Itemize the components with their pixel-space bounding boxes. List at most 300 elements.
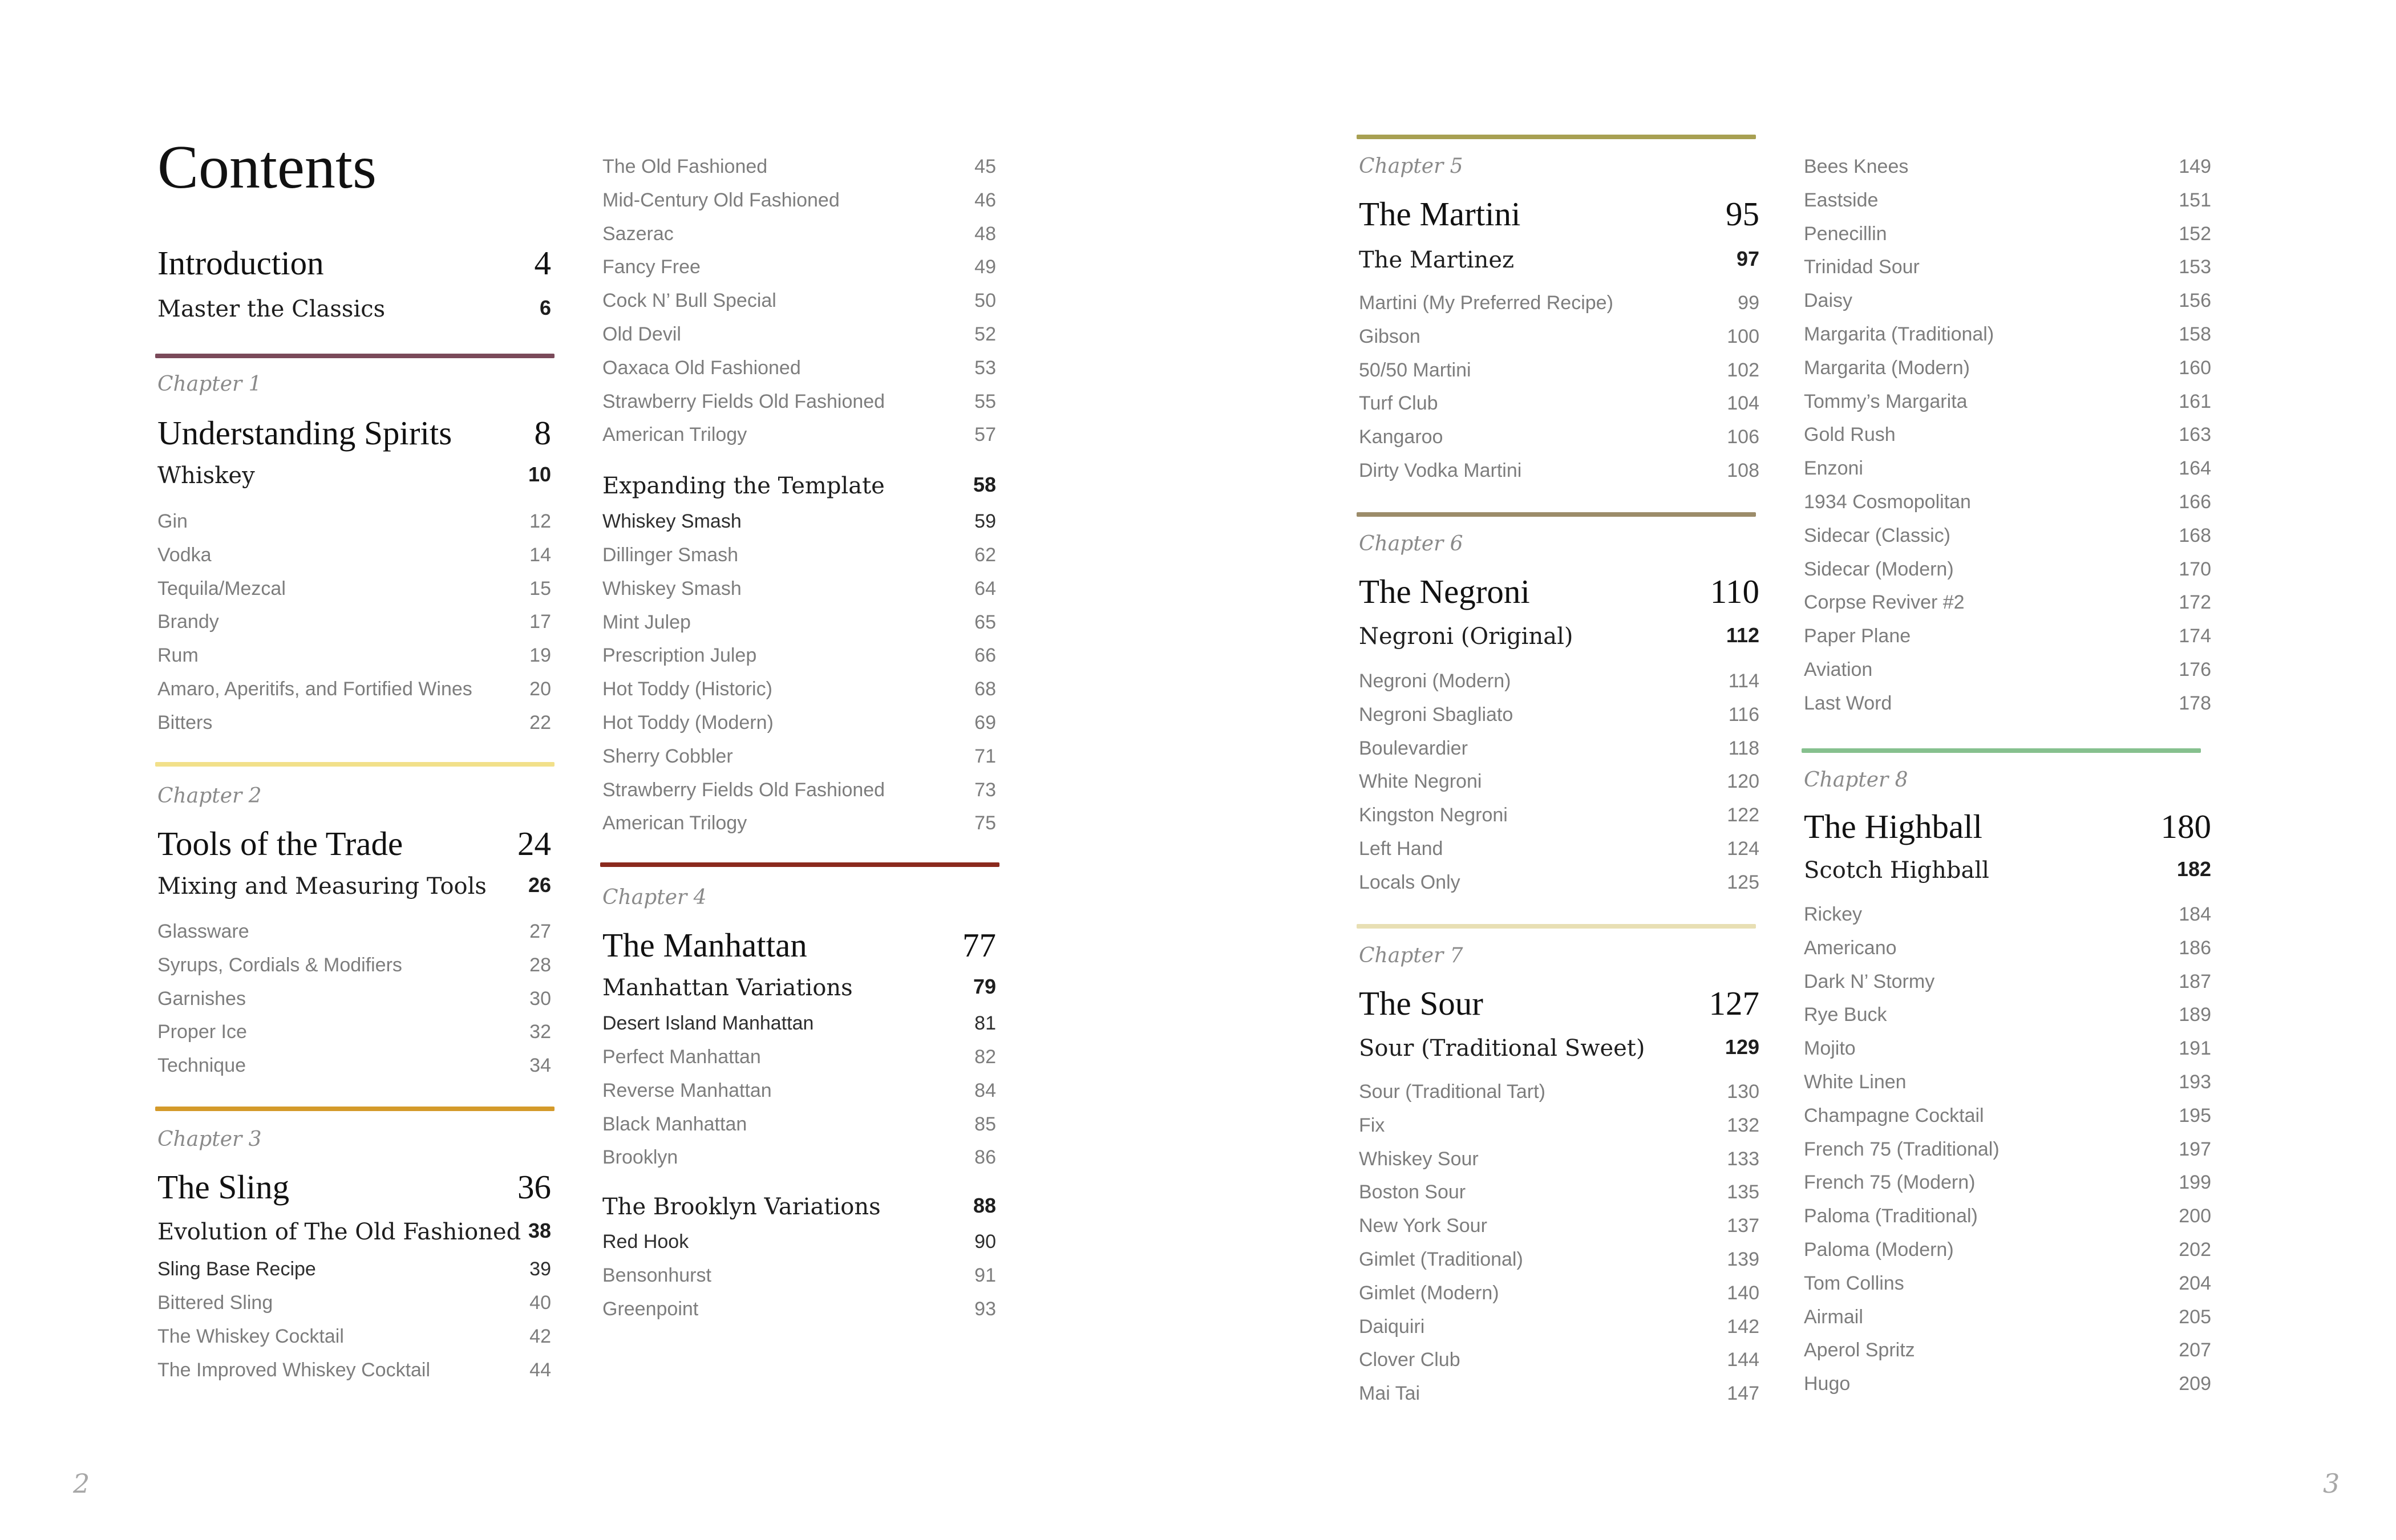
toc-item[interactable] [602,358,996,381]
toc-page: 170 [2179,558,2211,580]
toc-page: 152 [2179,223,2211,245]
toc-item[interactable] [1804,694,2211,716]
toc-page: 127 [1709,984,1759,1022]
toc-item[interactable] [1804,1240,2211,1263]
toc-page: 62 [974,544,996,566]
toc-title: The Manhattan [602,926,807,964]
toc-item[interactable] [1804,1374,2211,1397]
toc-item[interactable] [1804,358,2211,381]
toc-item[interactable] [1804,1307,2211,1330]
toc-item[interactable] [1359,1182,1759,1205]
toc-title: Kangaroo [1359,426,1443,448]
toc-item[interactable] [1359,772,1759,795]
chapter-rule [1357,135,1756,139]
toc-page: 44 [529,1359,551,1381]
toc-title: Hugo [1804,1373,1851,1395]
toc-page: 42 [529,1326,551,1347]
toc-item[interactable] [1804,660,2211,683]
chapter-label: Chapter 6 [1359,532,1463,556]
toc-page: 90 [974,1231,996,1253]
toc-page: 176 [2179,659,2211,680]
toc-page: 38 [528,1219,551,1242]
toc-title: Sling Base Recipe [157,1258,316,1280]
toc-page: 4 [534,244,551,282]
toc-item[interactable] [157,679,551,702]
toc-item[interactable] [1804,257,2211,280]
toc-title: Negroni (Modern) [1359,670,1511,692]
toc-title: Mint Julep [602,611,691,633]
toc-title: Reverse Manhattan [602,1080,772,1101]
toc-page: 164 [2179,457,2211,479]
toc-item[interactable] [157,579,551,602]
toc-page: 30 [529,988,551,1010]
toc-item[interactable] [1804,905,2211,927]
toc-subheading[interactable] [1359,625,1759,648]
toc-chapter-heading[interactable] [1359,984,1759,1022]
toc-page: 79 [973,975,996,998]
toc-item[interactable] [157,1293,551,1316]
toc-title: Prescription Julep [602,645,757,666]
toc-title: Greenpoint [602,1298,699,1320]
toc-heading-introduction[interactable] [157,244,551,282]
toc-item[interactable] [1359,461,1759,484]
toc-title: The Sling [157,1168,290,1206]
toc-item[interactable] [1804,191,2211,213]
toc-page: 19 [529,645,551,666]
toc-title: Vodka [157,544,212,566]
toc-subheading[interactable] [157,1221,551,1243]
toc-title: Aperol Spritz [1804,1339,1915,1361]
toc-page: 191 [2179,1038,2211,1059]
toc-item[interactable] [1804,972,2211,995]
toc-item[interactable] [602,191,996,213]
toc-item[interactable] [602,747,996,769]
toc-item[interactable] [602,291,996,314]
toc-page: 140 [1727,1282,1759,1304]
toc-title: The Martinez [1359,247,1515,273]
toc-title: The Brooklyn Variations [602,1194,881,1220]
toc-title: Turf Club [1359,392,1438,414]
toc-page: 49 [974,256,996,278]
toc-item[interactable] [157,612,551,635]
toc-title: Syrups, Cordials & Modifiers [157,954,402,976]
toc-page: 22 [529,712,551,733]
toc-title: Glassware [157,921,249,942]
toc-item[interactable] [1804,1140,2211,1162]
toc-subheading[interactable] [1359,1037,1759,1060]
toc-item[interactable] [1359,1384,1759,1407]
toc-item[interactable] [157,512,551,534]
toc-title: Tommy’s Margarita [1804,391,1968,412]
toc-page: 95 [1726,195,1759,233]
toc-title: Whiskey Smash [602,510,742,532]
toc-chapter-heading[interactable] [157,1168,551,1206]
toc-item-bold[interactable] [157,1259,551,1282]
toc-item[interactable] [602,224,996,247]
toc-item[interactable] [1359,805,1759,828]
toc-item[interactable] [1359,739,1759,761]
toc-page: 20 [529,678,551,700]
toc-item[interactable] [157,646,551,668]
toc-subheading[interactable] [1804,859,2211,882]
toc-page: 137 [1727,1215,1759,1237]
chapter-rule [1357,512,1756,517]
toc-item[interactable] [1804,392,2211,415]
toc-page: 116 [1728,704,1759,726]
toc-page: 133 [1727,1148,1759,1170]
toc-page: 39 [529,1258,551,1280]
toc-item[interactable] [157,1022,551,1045]
toc-item[interactable] [157,1056,551,1079]
toc-page: 15 [529,578,551,599]
toc-subheading[interactable] [602,475,996,497]
toc-title: 1934 Cosmopolitan [1804,491,1971,513]
toc-chapter-heading[interactable] [602,926,996,964]
toc-item[interactable] [1804,1039,2211,1061]
toc-page: 139 [1727,1249,1759,1270]
toc-item[interactable] [1359,1350,1759,1373]
toc-page: 58 [973,473,996,496]
toc-item[interactable] [1804,1072,2211,1095]
toc-title: The Sour [1359,984,1483,1022]
toc-page: 124 [1727,838,1759,860]
toc-item-bold[interactable] [602,1014,996,1036]
toc-title: Scotch Highball [1804,857,1989,884]
toc-title: Master the Classics [157,296,386,322]
toc-item[interactable] [602,545,996,568]
toc-item[interactable] [1359,1317,1759,1340]
toc-item[interactable] [602,325,996,347]
toc-title: Desert Island Manhattan [602,1012,814,1034]
toc-item[interactable] [1359,1250,1759,1272]
toc-item[interactable] [602,813,996,836]
toc-item[interactable] [602,646,996,668]
toc-page: 34 [529,1055,551,1076]
toc-title: Manhattan Variations [602,975,853,1001]
toc-title: Boulevardier [1359,737,1468,759]
toc-item[interactable] [1359,671,1759,694]
toc-item[interactable] [1804,526,2211,549]
toc-title: The Highball [1804,808,1982,845]
toc-title: Whiskey Smash [602,578,742,599]
toc-page: 151 [2179,189,2211,211]
toc-page: 120 [1727,771,1759,792]
toc-item-bold[interactable] [602,1232,996,1255]
toc-title: Brooklyn [602,1146,678,1168]
toc-page: 166 [2179,491,2211,513]
toc-item[interactable] [1804,938,2211,961]
toc-page: 135 [1727,1181,1759,1203]
toc-page: 66 [974,645,996,666]
toc-page: 129 [1725,1035,1759,1059]
toc-title: Rye Buck [1804,1004,1887,1026]
toc-title: Airmail [1804,1306,1863,1328]
toc-title: The Old Fashioned [602,156,768,177]
toc-title: Fancy Free [602,256,701,278]
toc-item[interactable] [1359,873,1759,895]
toc-page: 36 [517,1168,551,1206]
toc-chapter-heading[interactable] [157,825,551,862]
toc-item[interactable] [1359,1216,1759,1239]
toc-chapter-heading[interactable] [157,414,551,452]
toc-page: 68 [974,678,996,700]
toc-title: Negroni Sbagliato [1359,704,1513,726]
toc-page: 91 [974,1265,996,1286]
toc-item[interactable] [1804,626,2211,649]
toc-title: Mai Tai [1359,1383,1420,1404]
toc-page: 144 [1727,1349,1759,1371]
toc-title: French 75 (Traditional) [1804,1138,2000,1160]
toc-title: Tequila/Mezcal [157,578,286,599]
toc-item[interactable] [1359,1283,1759,1306]
toc-item[interactable] [1359,1149,1759,1172]
toc-title: The Martini [1359,195,1521,233]
toc-title: Sour (Traditional Sweet) [1359,1035,1645,1061]
toc-item[interactable] [1804,1173,2211,1195]
toc-title: Strawberry Fields Old Fashioned [602,391,885,412]
toc-subheading[interactable] [602,1195,996,1218]
toc-page: 132 [1727,1115,1759,1136]
toc-item[interactable] [157,545,551,568]
toc-item[interactable] [602,579,996,602]
toc-page: 160 [2179,357,2211,379]
toc-item[interactable] [602,613,996,635]
toc-title: Black Manhattan [602,1113,747,1135]
toc-item[interactable] [157,1360,551,1383]
toc-page: 193 [2179,1071,2211,1093]
toc-page: 104 [1727,392,1759,414]
toc-title: Mojito [1804,1038,1856,1059]
toc-title: Whiskey Sour [1359,1148,1479,1170]
toc-chapter-heading[interactable] [1359,573,1759,610]
chapter-label: Chapter 4 [602,886,707,909]
toc-title: Corpse Reviver #2 [1804,591,1965,613]
toc-item[interactable] [602,1148,996,1170]
toc-page: 93 [974,1298,996,1320]
toc-title: Sidecar (Modern) [1804,558,1954,580]
toc-title: White Linen [1804,1071,1907,1093]
toc-chapter-heading[interactable] [1359,195,1759,233]
right-page-number: 3 [2323,1468,2340,1499]
toc-page: 40 [529,1292,551,1314]
toc-page: 97 [1736,247,1759,270]
toc-item[interactable] [1804,492,2211,515]
toc-page: 102 [1727,359,1759,381]
toc-item[interactable] [1804,593,2211,615]
toc-page: 189 [2179,1004,2211,1026]
toc-subheading[interactable] [1359,249,1759,271]
toc-title: Left Hand [1359,838,1443,860]
toc-title: New York Sour [1359,1215,1487,1237]
left-page-number: 2 [73,1468,90,1499]
toc-item[interactable] [602,1047,996,1070]
chapter-rule [1802,748,2201,753]
toc-item[interactable] [1804,1005,2211,1028]
toc-item[interactable] [157,922,551,945]
toc-title: Perfect Manhattan [602,1046,761,1068]
toc-subheading[interactable] [157,464,551,487]
toc-title: Expanding the Template [602,473,885,499]
toc-page: 110 [1710,573,1759,610]
toc-page: 180 [2160,808,2211,845]
toc-item[interactable] [1804,425,2211,448]
toc-page: 100 [1727,326,1759,347]
toc-subheading[interactable] [157,875,551,898]
toc-page: 26 [528,873,551,897]
toc-item[interactable] [1359,1082,1759,1105]
toc-page: 12 [529,510,551,532]
toc-title: Gibson [1359,326,1420,347]
toc-title: Mid-Century Old Fashioned [602,189,840,211]
toc-title: Dillinger Smash [602,544,739,566]
toc-subheading[interactable] [602,976,996,999]
toc-item[interactable] [1359,1116,1759,1138]
toc-page: 156 [2179,290,2211,311]
toc-item[interactable] [1804,291,2211,314]
toc-page: 88 [973,1194,996,1217]
chapter-label: Chapter 3 [157,1128,262,1151]
toc-title: Amaro, Aperitifs, and Fortified Wines [157,678,472,700]
toc-page: 197 [2179,1138,2211,1160]
toc-item[interactable] [1359,427,1759,450]
toc-title: Paloma (Traditional) [1804,1205,1978,1227]
toc-page: 99 [1738,292,1759,314]
toc-page: 187 [2179,971,2211,992]
toc-title: Bitters [157,712,213,733]
toc-item[interactable] [157,955,551,978]
toc-title: Boston Sour [1359,1181,1466,1203]
toc-item[interactable] [157,713,551,736]
toc-item[interactable] [1359,839,1759,862]
toc-item[interactable] [157,1327,551,1349]
toc-page: 199 [2179,1172,2211,1193]
toc-title: Cock N’ Bull Special [602,290,776,311]
toc-page: 6 [539,296,551,319]
toc-item[interactable] [1359,705,1759,728]
toc-page: 10 [528,463,551,486]
toc-title: Gimlet (Modern) [1359,1282,1499,1304]
toc-chapter-heading[interactable] [1804,808,2211,845]
toc-page: 186 [2179,937,2211,959]
toc-item[interactable] [602,1299,996,1322]
toc-page: 65 [974,611,996,633]
toc-page: 59 [974,510,996,532]
toc-title: Daisy [1804,290,1853,311]
toc-title: Daiquiri [1359,1316,1425,1338]
toc-page: 86 [974,1146,996,1168]
toc-title: Fix [1359,1115,1385,1136]
toc-item[interactable] [1804,1206,2211,1229]
toc-title: Sazerac [602,223,674,245]
toc-title: The Improved Whiskey Cocktail [157,1359,431,1381]
toc-item[interactable] [1804,1274,2211,1296]
toc-item[interactable] [602,713,996,736]
toc-item[interactable] [602,780,996,803]
toc-item[interactable] [1359,327,1759,350]
toc-title: Tom Collins [1804,1272,1904,1294]
toc-title: Americano [1804,937,1897,959]
toc-item[interactable] [1359,360,1759,383]
toc-title: Bittered Sling [157,1292,273,1314]
toc-item-bold[interactable] [602,512,996,534]
toc-item[interactable] [1359,293,1759,316]
toc-item[interactable] [602,425,996,448]
toc-item[interactable] [602,257,996,280]
toc-item[interactable] [602,679,996,702]
toc-page: 174 [2179,625,2211,647]
toc-title: Negroni (Original) [1359,623,1573,650]
toc-title: Sidecar (Classic) [1804,525,1950,546]
toc-title: Mixing and Measuring Tools [157,873,487,899]
toc-title: Gimlet (Traditional) [1359,1249,1523,1270]
toc-title: Locals Only [1359,872,1460,893]
toc-title: Red Hook [602,1231,689,1253]
toc-page: 82 [974,1046,996,1068]
toc-item[interactable] [602,1115,996,1137]
toc-page: 28 [529,954,551,976]
toc-page: 207 [2179,1339,2211,1361]
toc-page: 57 [974,424,996,445]
toc-page: 73 [974,779,996,801]
toc-page: 75 [974,812,996,834]
toc-item[interactable] [1359,394,1759,416]
toc-item[interactable] [1804,459,2211,481]
chapter-label: Chapter 7 [1359,944,1463,967]
chapter-rule [155,1107,555,1111]
toc-page: 209 [2179,1373,2211,1395]
toc-title: Strawberry Fields Old Fashioned [602,779,885,801]
toc-page: 149 [2179,156,2211,177]
toc-page: 114 [1728,670,1759,692]
toc-page: 55 [974,391,996,412]
toc-title: Martini (My Preferred Recipe) [1359,292,1613,314]
toc-item[interactable] [602,1081,996,1104]
toc-item[interactable] [157,989,551,1012]
toc-page: 106 [1727,426,1759,448]
toc-item[interactable] [1804,157,2211,180]
toc-title: Bensonhurst [602,1265,711,1286]
toc-page: 85 [974,1113,996,1135]
toc-page: 108 [1727,460,1759,481]
toc-title: Aviation [1804,659,1873,680]
toc-item[interactable] [1804,1106,2211,1129]
toc-title: Introduction [157,244,324,282]
toc-title: Sour (Traditional Tart) [1359,1081,1545,1103]
toc-title: Rickey [1804,903,1863,925]
toc-subheading[interactable] [157,298,551,321]
toc-page: 153 [2179,256,2211,278]
chapter-rule [1357,924,1756,929]
toc-page: 17 [529,611,551,633]
toc-page: 45 [974,156,996,177]
toc-item[interactable] [1804,560,2211,582]
toc-title: Gold Rush [1804,424,1896,445]
toc-title: Enzoni [1804,457,1863,479]
toc-item[interactable] [602,1266,996,1288]
toc-title: Clover Club [1359,1349,1460,1371]
toc-title: 50/50 Martini [1359,359,1471,381]
toc-item[interactable] [1804,1340,2211,1363]
toc-page: 122 [1727,804,1759,826]
toc-title: Understanding Spirits [157,414,452,452]
toc-item[interactable] [602,392,996,415]
chapter-label: Chapter 1 [157,372,262,396]
toc-item[interactable] [1804,224,2211,247]
toc-item[interactable] [1804,325,2211,347]
toc-page: 8 [534,414,551,452]
toc-item[interactable] [602,157,996,180]
toc-title: The Negroni [1359,573,1530,610]
